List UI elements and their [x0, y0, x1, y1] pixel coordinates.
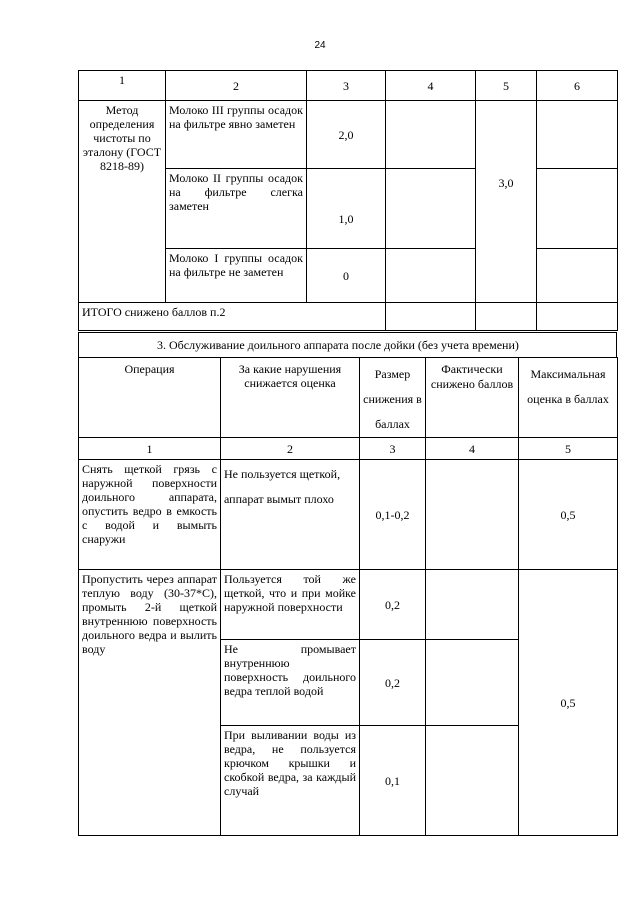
group-i-value: 0: [307, 249, 386, 303]
reduction-2-1: 0,2: [360, 570, 426, 640]
total-row: [79, 303, 618, 331]
col-number-5: 5: [476, 71, 537, 101]
actual-2-2: [426, 640, 519, 726]
col-number-4: 4: [386, 71, 476, 101]
column-number-row: [79, 71, 618, 101]
total-col4: [386, 303, 476, 331]
violation-2-3: При выливании воды из ведра, не пользуется крючком крышки и скобкой ведра, за каждый случай: [221, 726, 360, 836]
purity-table: [78, 70, 618, 331]
section-3-title: 3. Обслуживание доильного аппарата после дойки (без учета времени): [79, 333, 617, 358]
table-row: [79, 101, 618, 169]
group-ii-text: Молоко II группы осадок на фильтре слегка заметен: [166, 169, 307, 249]
violation-1-1: Не пользуется щеткой, аппарат вымыт плохо: [221, 460, 360, 570]
method-cell: Метод определения чистоты по эталону (ГОСТ 8218-89): [79, 101, 166, 303]
header-reduction: Размер снижения в баллах: [360, 358, 426, 438]
header-violations: За какие нарушения снижается оценка: [221, 358, 360, 438]
group-i-col6: [537, 249, 618, 303]
column-number-row: [79, 438, 618, 460]
total-col6: [537, 303, 618, 331]
group-iii-col6: [537, 101, 618, 169]
col-number-3: 3: [307, 71, 386, 101]
group-ii-col6: [537, 169, 618, 249]
col-number-6: 6: [537, 71, 618, 101]
col-number-4: 4: [426, 438, 519, 460]
max-2: 0,5: [519, 570, 618, 836]
group-ii-actual: [386, 169, 476, 249]
col-number-1: 1: [79, 71, 166, 101]
group-i-actual: [386, 249, 476, 303]
col-number-3: 3: [360, 438, 426, 460]
table-row: [79, 570, 618, 640]
group-iii-value: 2,0: [307, 101, 386, 169]
operation-2: Пропустить через аппарат теплую воду (30-37*С), промыть 2-й щеткой внутреннюю поверхность доильного ведра и вылить воду: [79, 570, 221, 836]
total-label: ИТОГО снижено баллов п.2: [79, 303, 386, 331]
reduction-2-2: 0,2: [360, 640, 426, 726]
header-max: Максимальная оценка в баллах: [519, 358, 618, 438]
col-number-2: 2: [221, 438, 360, 460]
reduction-1-1: 0,1-0,2: [360, 460, 426, 570]
header-operation: Операция: [79, 358, 221, 438]
group-iii-text: Молоко III группы осадок на фильтре явно заметен: [166, 101, 307, 169]
violation-2-2: Не промывает внутреннюю поверхность доильного ведра теплой водой: [221, 640, 360, 726]
actual-2-3: [426, 726, 519, 836]
table-row: [79, 460, 618, 570]
actual-2-1: [426, 570, 519, 640]
group-iii-actual: [386, 101, 476, 169]
group-ii-value: 1,0: [307, 169, 386, 249]
max-1: 0,5: [519, 460, 618, 570]
header-actual: Фактически снижено баллов: [426, 358, 519, 438]
max-score: 3,0: [476, 101, 537, 303]
header-row: [79, 358, 618, 438]
maintenance-table: [78, 357, 618, 836]
reduction-2-3: 0,1: [360, 726, 426, 836]
actual-1-1: [426, 460, 519, 570]
section-title-table: [78, 332, 617, 358]
total-col5: [476, 303, 537, 331]
operation-1: Снять щеткой грязь с наружной поверхности доильного аппарата, опустить ведро в емкость с водой и вымыть снаружи: [79, 460, 221, 570]
col-number-5: 5: [519, 438, 618, 460]
group-i-text: Молоко I группы осадок на фильтре не заметен: [166, 249, 307, 303]
page-number: 24: [314, 40, 326, 51]
col-number-1: 1: [79, 438, 221, 460]
violation-2-1: Пользуется той же щеткой, что и при мойке наружной поверхности: [221, 570, 360, 640]
col-number-2: 2: [166, 71, 307, 101]
